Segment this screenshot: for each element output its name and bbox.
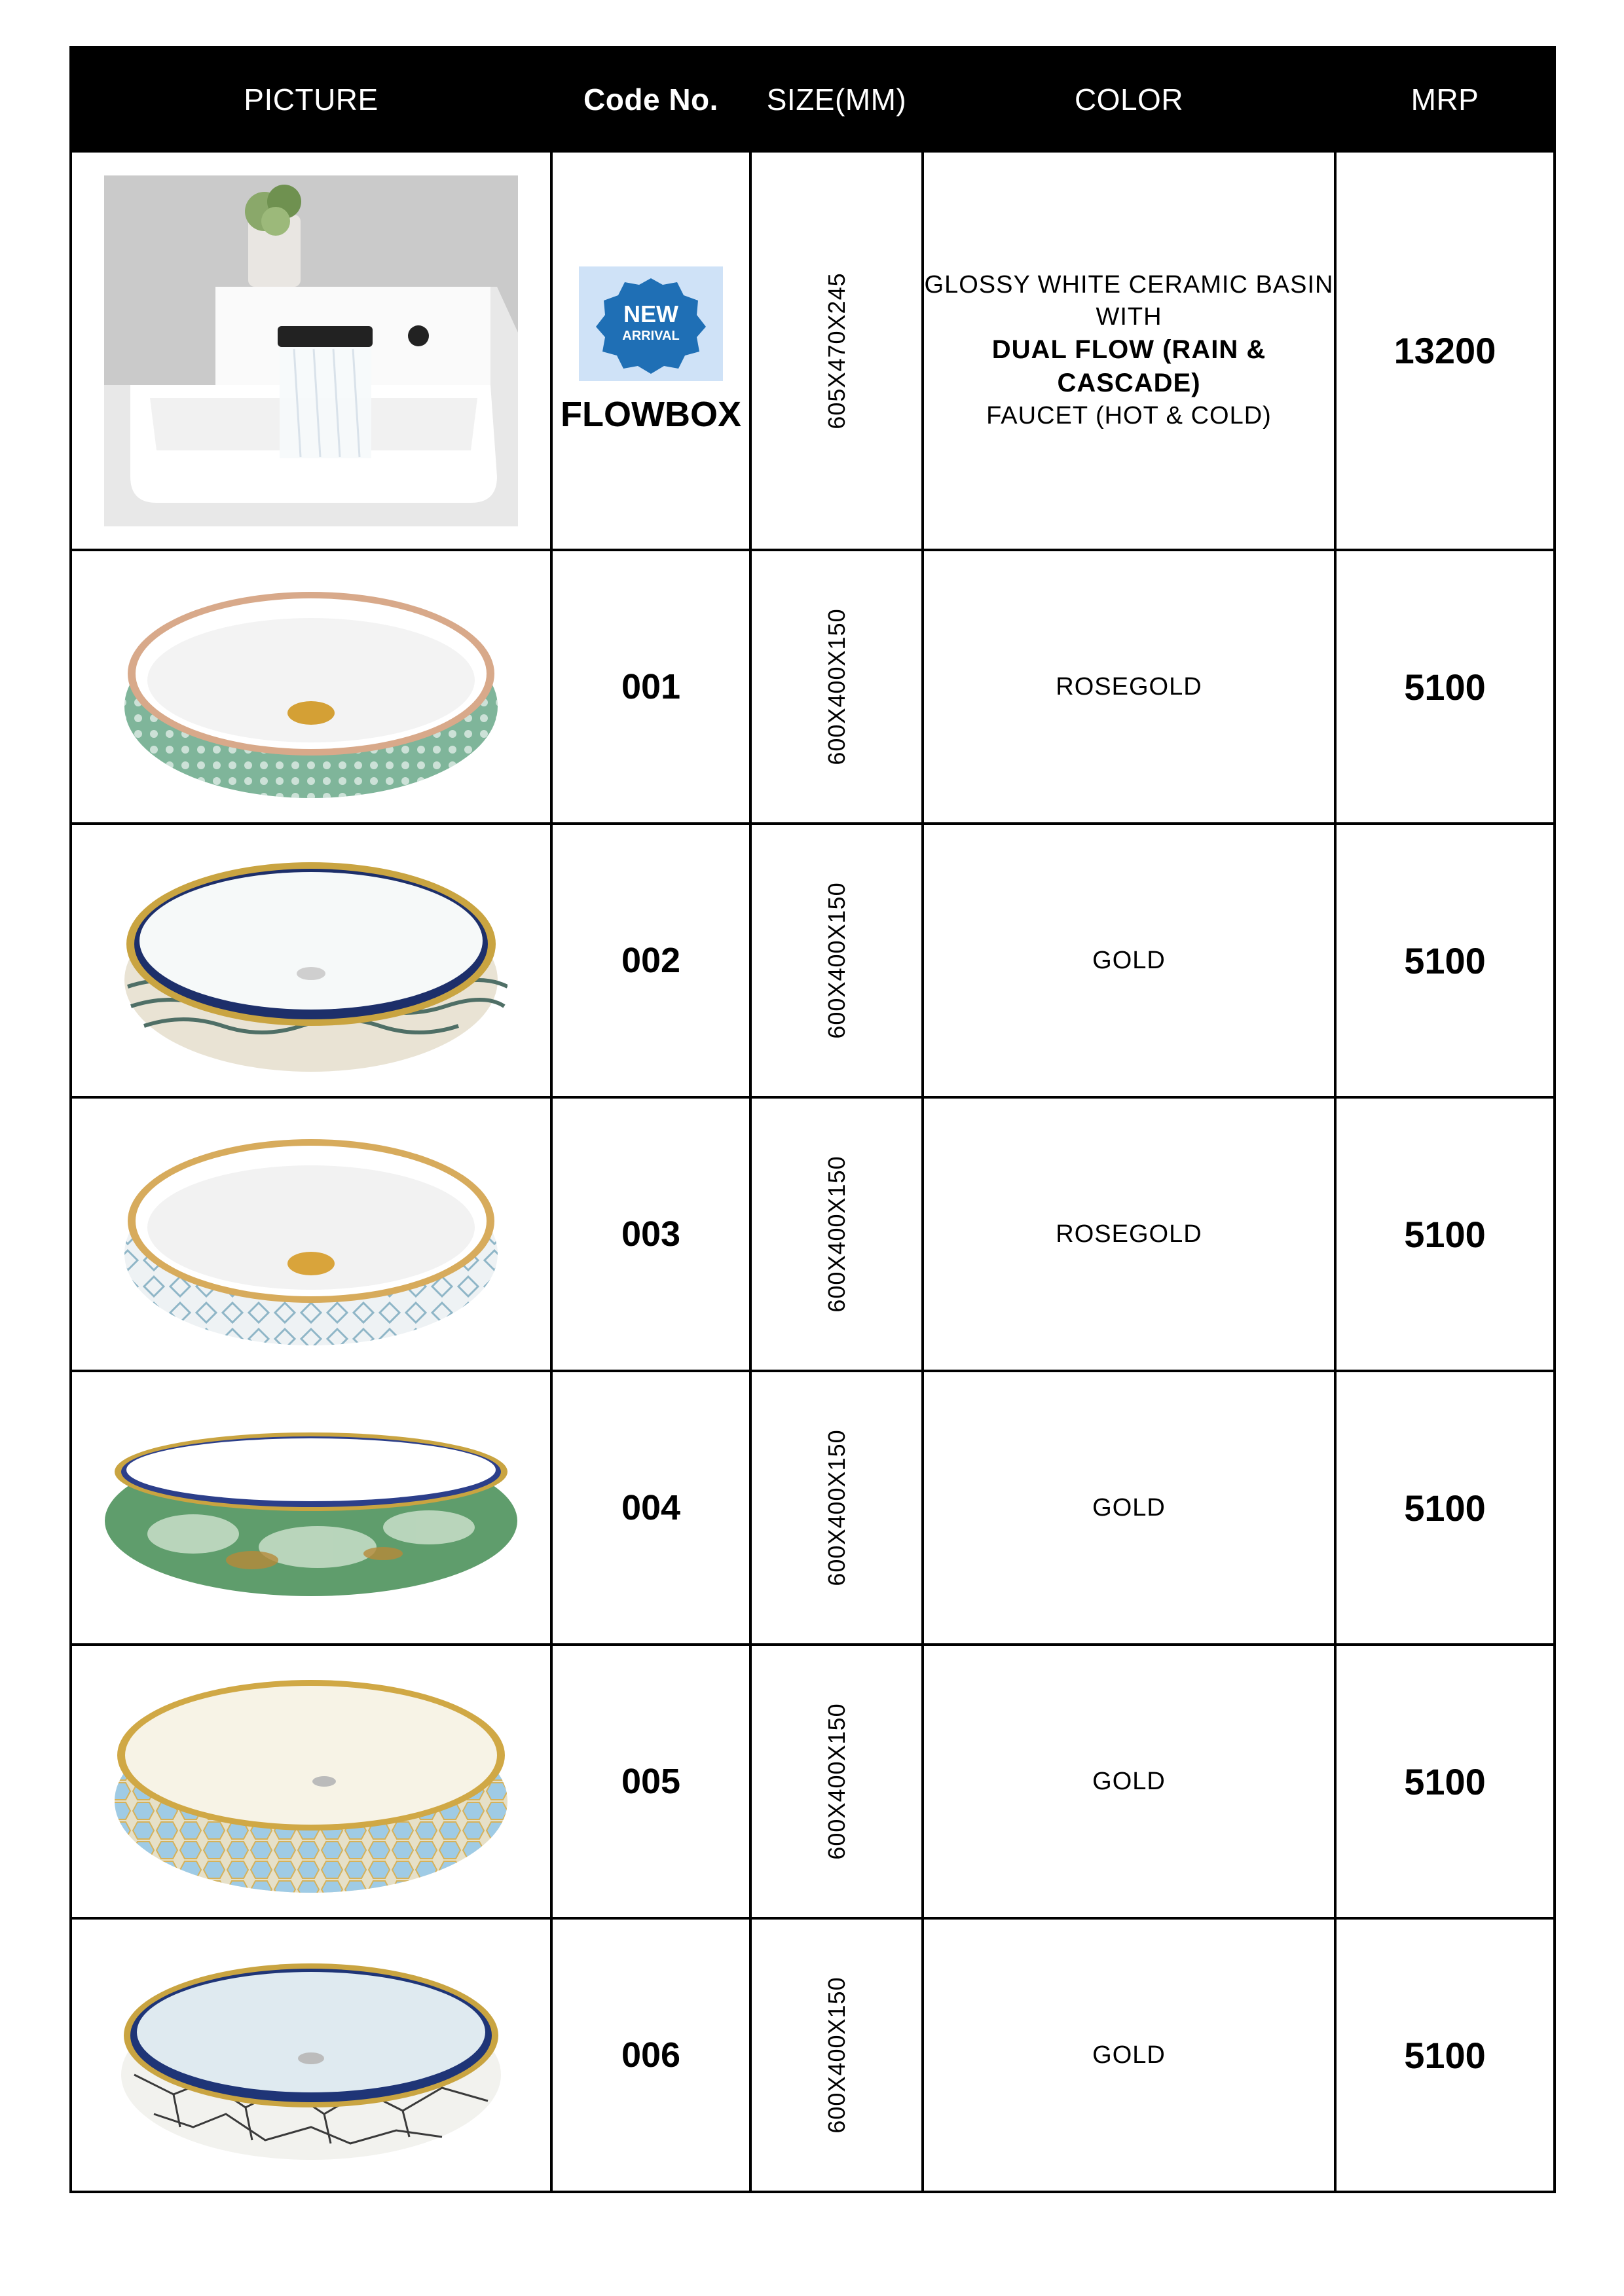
basin-003-image <box>115 1116 507 1352</box>
new-arrival-badge <box>579 266 723 381</box>
header-code: Code No. <box>551 47 750 151</box>
header-color: COLOR <box>923 47 1335 151</box>
picture-cell <box>71 550 551 824</box>
table-row <box>71 824 1555 1097</box>
color-line-bold: CASCADE) <box>1057 368 1201 397</box>
code-cell: 001 <box>551 550 750 824</box>
mrp-cell: 5100 <box>1335 1097 1555 1371</box>
svg-text:NEW: NEW <box>623 301 678 327</box>
mrp-cell: 5100 <box>1335 550 1555 824</box>
mrp-cell: 5100 <box>1335 1645 1555 1918</box>
picture-cell <box>71 1097 551 1371</box>
price-catalog-sheet <box>69 46 1553 2193</box>
color-cell: ROSEGOLD <box>923 1097 1335 1371</box>
size-value: 600X400X150 <box>822 1156 850 1313</box>
basin-002-image <box>115 843 507 1078</box>
size-value: 600X400X150 <box>822 1429 850 1586</box>
table-row <box>71 1097 1555 1371</box>
header-mrp: MRP <box>1335 47 1555 151</box>
size-value: 605X470X245 <box>822 272 850 429</box>
size-cell <box>750 1097 923 1371</box>
mrp-cell: 5100 <box>1335 1371 1555 1645</box>
color-cell: GOLD <box>923 1371 1335 1645</box>
code-cell: 004 <box>551 1371 750 1645</box>
svg-text:ARRIVAL: ARRIVAL <box>622 329 680 343</box>
color-cell: GOLD <box>923 824 1335 1097</box>
product-code: FLOWBOX <box>561 395 741 434</box>
table-row <box>71 1371 1555 1645</box>
color-line: GLOSSY WHITE CERAMIC BASIN <box>924 271 1334 299</box>
color-line: WITH <box>1096 303 1162 331</box>
mrp-cell: 5100 <box>1335 824 1555 1097</box>
size-value: 600X400X150 <box>822 1977 850 2134</box>
product-table <box>69 46 1556 2193</box>
table-row <box>71 550 1555 824</box>
size-cell <box>750 1645 923 1918</box>
size-value: 600X400X150 <box>822 882 850 1039</box>
picture-cell <box>71 1918 551 2192</box>
header-size: SIZE(MM) <box>750 47 923 151</box>
new-arrival-seal-icon <box>579 266 723 381</box>
size-value: 600X400X150 <box>822 1703 850 1860</box>
code-cell: 003 <box>551 1097 750 1371</box>
table-row <box>71 1918 1555 2192</box>
header-picture: PICTURE <box>71 47 551 151</box>
code-cell: 005 <box>551 1645 750 1918</box>
table-row <box>71 151 1555 550</box>
picture-cell <box>71 1371 551 1645</box>
table-row <box>71 1645 1555 1918</box>
color-line-bold: DUAL FLOW (RAIN & <box>991 335 1266 364</box>
color-cell: GOLD <box>923 1918 1335 2192</box>
picture-cell <box>71 151 551 550</box>
picture-cell <box>71 1645 551 1918</box>
basin-001-image <box>115 569 507 805</box>
code-cell: 006 <box>551 1918 750 2192</box>
mrp-cell: 13200 <box>1335 151 1555 550</box>
basin-006-image <box>115 1944 507 2166</box>
size-cell <box>750 1371 923 1645</box>
color-cell: ROSEGOLD <box>923 550 1335 824</box>
color-cell <box>923 151 1335 550</box>
basin-005-image <box>108 1664 514 1899</box>
color-line: FAUCET (HOT & COLD) <box>986 402 1272 429</box>
mrp-cell: 5100 <box>1335 1918 1555 2192</box>
color-cell: GOLD <box>923 1645 1335 1918</box>
size-cell <box>750 824 923 1097</box>
wall-basin-image <box>104 175 518 526</box>
code-cell: 002 <box>551 824 750 1097</box>
header-row <box>71 47 1555 151</box>
size-cell <box>750 550 923 824</box>
picture-cell <box>71 824 551 1097</box>
size-value: 600X400X150 <box>822 608 850 765</box>
basin-004-image <box>101 1410 521 1606</box>
code-cell <box>551 151 750 550</box>
size-cell <box>750 1918 923 2192</box>
size-cell <box>750 151 923 550</box>
